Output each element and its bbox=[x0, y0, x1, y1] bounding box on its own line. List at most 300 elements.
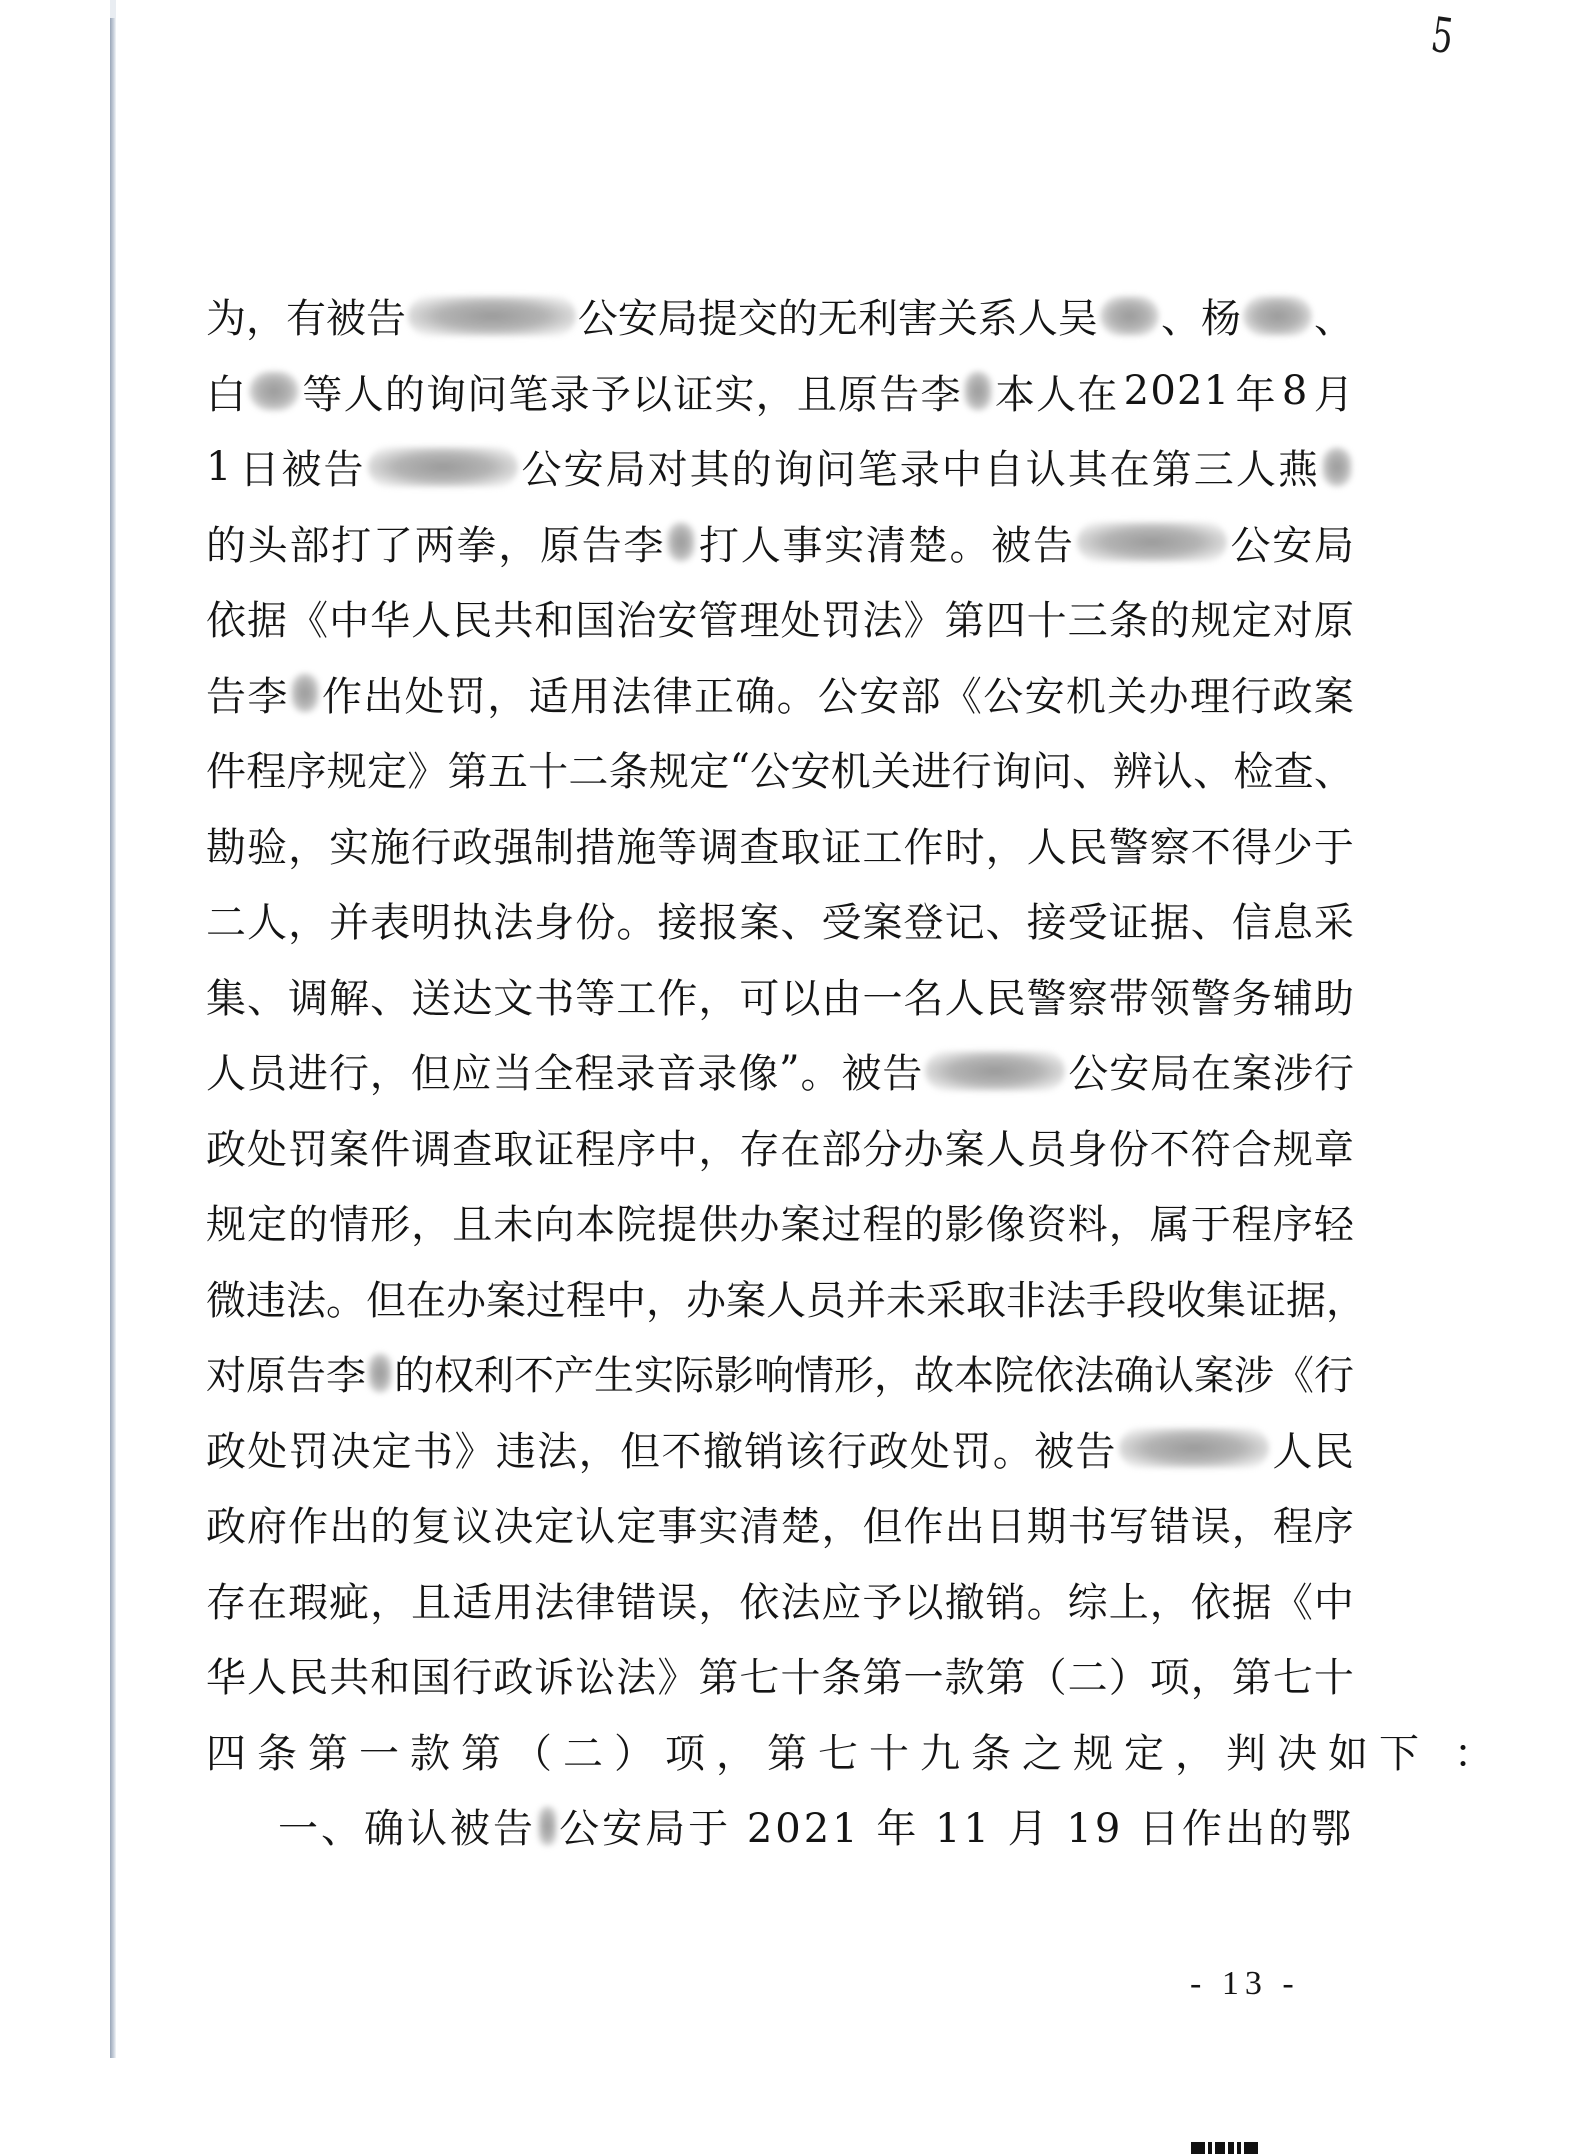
text-char: 作 bbox=[903, 824, 944, 871]
text-char: 勘 bbox=[206, 824, 246, 871]
text-char: 调 bbox=[288, 975, 329, 1022]
text-char: 案 bbox=[862, 900, 903, 947]
text-char: 集 bbox=[1206, 1277, 1246, 1324]
text-char: 人 bbox=[411, 598, 452, 645]
text-char: 在 bbox=[780, 1126, 821, 1173]
text-char: 笔 bbox=[508, 371, 549, 418]
text-char: 告 bbox=[882, 1051, 923, 1098]
redaction-blur bbox=[408, 296, 576, 336]
text-char: 形 bbox=[370, 1202, 411, 1249]
text-char: 据 bbox=[1286, 1277, 1326, 1324]
text-char: 行 bbox=[1314, 1353, 1354, 1400]
redaction-blur bbox=[1322, 447, 1352, 487]
text-char: 人 bbox=[1272, 1428, 1313, 1475]
text-char: 工 bbox=[862, 824, 903, 871]
page-number: - 13 - bbox=[1190, 1965, 1300, 2002]
text-char: 取 bbox=[780, 824, 821, 871]
text-char: 接 bbox=[1026, 900, 1067, 947]
text-char: 认 bbox=[575, 1504, 616, 1551]
text-char: 瑕 bbox=[288, 1579, 329, 1626]
judgment-body-text bbox=[206, 278, 1505, 1864]
text-char: 证 bbox=[821, 824, 862, 871]
text-char: 规 bbox=[648, 749, 689, 796]
text-char: 检 bbox=[1233, 749, 1274, 796]
text-char: 警 bbox=[1190, 975, 1231, 1022]
text-segment: 公安局于 2021 年 11 月 19 日作出的鄂 bbox=[559, 1806, 1354, 1853]
text-char: 8 bbox=[1281, 368, 1308, 415]
text-char: 权 bbox=[434, 1353, 474, 1400]
text-char: 公 bbox=[577, 296, 618, 343]
text-char: 共 bbox=[329, 1655, 370, 1702]
text-char: 第 bbox=[1151, 447, 1192, 494]
text-char: 务 bbox=[1231, 975, 1272, 1022]
text-char: 政 bbox=[206, 1504, 246, 1551]
text-char: 清 bbox=[866, 522, 906, 569]
text-char: 录 bbox=[549, 371, 590, 418]
text-char: 原 bbox=[246, 1353, 286, 1400]
text-char: 定 bbox=[247, 1202, 288, 1249]
text-char: 定 bbox=[367, 749, 408, 796]
text-char: 章 bbox=[1313, 1126, 1354, 1173]
text-char: 行 bbox=[951, 749, 992, 796]
text-char: ” bbox=[779, 1047, 800, 1094]
text-char: 措 bbox=[575, 824, 616, 871]
text-char: 》 bbox=[657, 1655, 698, 1702]
text-char: 。 bbox=[992, 1428, 1033, 1475]
text-char: 且 bbox=[411, 1579, 452, 1626]
text-char: 程 bbox=[1231, 1202, 1272, 1249]
text-char: 处 bbox=[780, 598, 821, 645]
text-char: 上 bbox=[1108, 1579, 1149, 1626]
text-char: 不 bbox=[1149, 1126, 1190, 1173]
text-char: 文 bbox=[493, 975, 534, 1022]
text-char: 件 bbox=[206, 749, 246, 796]
text-char: 撤 bbox=[702, 1428, 743, 1475]
text-char: 政 bbox=[868, 1428, 909, 1475]
text-char: 月 bbox=[1313, 371, 1354, 418]
text-char: 第 bbox=[1231, 1655, 1272, 1702]
text-char: （ bbox=[1026, 1655, 1067, 1702]
text-char: 书 bbox=[534, 975, 575, 1022]
text-char: 有 bbox=[286, 296, 326, 343]
text-char: 法 bbox=[611, 673, 652, 720]
text-char: 了 bbox=[373, 522, 413, 569]
text-char: 录 bbox=[615, 1051, 656, 1098]
text-char: 应 bbox=[451, 1051, 492, 1098]
text-char: 信 bbox=[1231, 900, 1272, 947]
text-char: ， bbox=[288, 900, 329, 947]
text-char: 定 bbox=[689, 749, 730, 796]
text-char: 为 bbox=[206, 296, 246, 343]
text-char: 等 bbox=[657, 824, 698, 871]
text-char: 日 bbox=[239, 447, 280, 494]
text-char: 撤 bbox=[944, 1579, 985, 1626]
text-char: 规 bbox=[326, 749, 367, 796]
redaction-blur bbox=[1119, 1428, 1269, 1468]
text-char: 公 bbox=[1068, 1051, 1109, 1098]
text-char: 的 bbox=[394, 1353, 434, 1400]
text-char: 罚 bbox=[445, 673, 486, 720]
text-char: 轻 bbox=[1313, 1202, 1354, 1249]
text-char: 、 bbox=[1314, 296, 1354, 343]
text-line bbox=[206, 354, 1354, 430]
text-char: 用 bbox=[493, 1579, 534, 1626]
text-char: 报 bbox=[698, 900, 739, 947]
text-char: 案 bbox=[739, 900, 780, 947]
text-char bbox=[1118, 368, 1122, 414]
text-char: 情 bbox=[329, 1202, 370, 1249]
text-char: 达 bbox=[452, 975, 493, 1022]
text-char: 人 bbox=[985, 1126, 1026, 1173]
text-char: 民 bbox=[288, 1655, 329, 1702]
text-char: 形 bbox=[834, 1353, 874, 1400]
text-char: 人 bbox=[766, 1277, 806, 1324]
text-char: 案 bbox=[1194, 1353, 1234, 1400]
text-char: 制 bbox=[534, 824, 575, 871]
text-char: 在 bbox=[1077, 371, 1118, 418]
text-char: 辨 bbox=[1112, 749, 1153, 796]
text-char: 受 bbox=[821, 900, 862, 947]
text-char: 人 bbox=[740, 522, 781, 569]
text-char: 认 bbox=[1025, 447, 1066, 494]
scan-edge-shadow bbox=[110, 18, 116, 2058]
text-char: 依 bbox=[206, 598, 246, 645]
text-char: 办 bbox=[903, 1126, 944, 1173]
text-char: 程 bbox=[575, 1126, 616, 1173]
text-char: 程 bbox=[246, 749, 287, 796]
text-char: 部 bbox=[900, 673, 941, 720]
text-char: 法 bbox=[616, 1655, 657, 1702]
text-char: 办 bbox=[446, 1277, 486, 1324]
redaction-blur bbox=[964, 371, 992, 411]
text-char: 认 bbox=[1154, 1353, 1194, 1400]
text-char: 条 bbox=[821, 1655, 862, 1702]
text-char: 十 bbox=[780, 1655, 821, 1702]
text-char: 处 bbox=[247, 1428, 288, 1475]
text-char: 向 bbox=[534, 1202, 575, 1249]
text-char: 李 bbox=[326, 1353, 366, 1400]
text-char: 产 bbox=[554, 1353, 594, 1400]
text-char: 符 bbox=[1190, 1126, 1231, 1173]
text-char: 四 bbox=[985, 598, 1026, 645]
text-char: 项 bbox=[1149, 1655, 1190, 1702]
text-char: 一 bbox=[903, 1655, 944, 1702]
text-char: 政 bbox=[1272, 673, 1313, 720]
text-char: 府 bbox=[247, 1504, 288, 1551]
text-char: 。 bbox=[326, 1277, 366, 1324]
text-char: ， bbox=[1326, 1277, 1366, 1324]
text-line bbox=[206, 1788, 1354, 1864]
text-char: 的 bbox=[1149, 598, 1190, 645]
text-char: 误 bbox=[657, 1579, 698, 1626]
text-char: 办 bbox=[686, 1277, 726, 1324]
text-char: 共 bbox=[493, 598, 534, 645]
text-char: 违 bbox=[495, 1428, 536, 1475]
text-char: 治 bbox=[616, 598, 657, 645]
text-char: 政 bbox=[452, 824, 493, 871]
text-char: 依 bbox=[1190, 1579, 1231, 1626]
text-line bbox=[206, 278, 1354, 354]
text-char: 辅 bbox=[1272, 975, 1313, 1022]
text-char: 并 bbox=[846, 1277, 886, 1324]
text-char: 实 bbox=[329, 824, 370, 871]
text-char: 机 bbox=[830, 749, 871, 796]
text-char: 第 bbox=[985, 1655, 1026, 1702]
text-char: 际 bbox=[674, 1353, 714, 1400]
text-char: 的 bbox=[731, 447, 772, 494]
text-char: 、 bbox=[1190, 900, 1231, 947]
text-char: ， bbox=[698, 1579, 739, 1626]
text-char: 安 bbox=[1109, 1051, 1150, 1098]
text-char: ， bbox=[1149, 1579, 1190, 1626]
text-char: 。 bbox=[800, 1051, 841, 1098]
text-char: ） bbox=[1108, 1655, 1149, 1702]
text-char: 中 bbox=[657, 1126, 698, 1173]
text-char: 以 bbox=[632, 371, 673, 418]
text-char: 调 bbox=[698, 824, 739, 871]
text-char: 部 bbox=[821, 1126, 862, 1173]
text-char: 工 bbox=[616, 975, 657, 1022]
text-char: 员 bbox=[806, 1277, 846, 1324]
text-char: 。 bbox=[776, 673, 817, 720]
text-char: 告 bbox=[879, 371, 920, 418]
text-char: 安 bbox=[1024, 673, 1065, 720]
text-char: 告 bbox=[366, 296, 406, 343]
text-char: 销 bbox=[985, 1579, 1026, 1626]
text-char: 员 bbox=[246, 1051, 287, 1098]
text-char: 由 bbox=[821, 975, 862, 1022]
text-char: 手 bbox=[1086, 1277, 1126, 1324]
text-char: 序 bbox=[286, 749, 327, 796]
text-char: 用 bbox=[569, 673, 610, 720]
text-char: 接 bbox=[657, 900, 698, 947]
text-char: 资 bbox=[1026, 1202, 1067, 1249]
text-char: 助 bbox=[1313, 975, 1354, 1022]
text-char: 拳 bbox=[456, 522, 497, 569]
text-char: 自 bbox=[983, 447, 1024, 494]
redaction-blur bbox=[925, 1051, 1065, 1091]
text-char: 打 bbox=[699, 522, 739, 569]
qr-code-fragment bbox=[1191, 2142, 1261, 2154]
text-char: 政 bbox=[206, 1428, 246, 1475]
text-char: 2 bbox=[1123, 368, 1150, 415]
text-char: 原 bbox=[1313, 598, 1354, 645]
text-char: 行 bbox=[328, 1051, 369, 1098]
text-char: 记 bbox=[944, 900, 985, 947]
text-char: 案 bbox=[329, 1126, 370, 1173]
text-char: 理 bbox=[1189, 673, 1230, 720]
text-char: 民 bbox=[1067, 824, 1108, 871]
text-char: 关 bbox=[870, 749, 911, 796]
text-char: ， bbox=[698, 1126, 739, 1173]
text-char: 询 bbox=[426, 371, 467, 418]
text-char: ， bbox=[985, 824, 1026, 871]
text-line bbox=[206, 505, 1354, 581]
text-char: 系 bbox=[977, 296, 1018, 343]
text-char: 进 bbox=[911, 749, 952, 796]
text-char: 像 bbox=[985, 1202, 1026, 1249]
text-char: 息 bbox=[1272, 900, 1313, 947]
text-line bbox=[206, 1335, 1354, 1411]
text-char: 本 bbox=[575, 1202, 616, 1249]
text-char: 但 bbox=[410, 1051, 451, 1098]
text-char: 第 bbox=[944, 598, 985, 645]
text-char: 院 bbox=[994, 1353, 1034, 1400]
text-char: 国 bbox=[575, 598, 616, 645]
text-segment: 四条第一款第（二）项，第七十九条之规定，判决如下 ： bbox=[206, 1730, 1505, 1777]
text-char: 罚 bbox=[288, 1126, 329, 1173]
text-char: 定 bbox=[616, 1504, 657, 1551]
text-char: ， bbox=[411, 1202, 452, 1249]
text-char: 不 bbox=[514, 1353, 554, 1400]
text-char: 十 bbox=[528, 749, 569, 796]
text-char: 程 bbox=[574, 1051, 615, 1098]
text-char: 证 bbox=[1108, 900, 1149, 947]
text-char: 罚 bbox=[951, 1428, 992, 1475]
text-char bbox=[1277, 368, 1281, 414]
text-char: ， bbox=[487, 673, 528, 720]
text-char: 对 bbox=[206, 1353, 246, 1400]
text-char: 、 bbox=[1072, 749, 1113, 796]
text-char: 人 bbox=[206, 1051, 246, 1098]
text-char: 二 bbox=[568, 749, 609, 796]
text-char: “ bbox=[729, 745, 750, 792]
text-char: 第 bbox=[862, 1655, 903, 1702]
text-char: 利 bbox=[857, 296, 898, 343]
text-char: 案 bbox=[1313, 673, 1354, 720]
text-char: 人 bbox=[944, 975, 985, 1022]
text-char: 疵 bbox=[329, 1579, 370, 1626]
text-char: 故 bbox=[914, 1353, 954, 1400]
text-char: 0 bbox=[1150, 368, 1176, 415]
text-char: 份 bbox=[575, 900, 616, 947]
text-char: 正 bbox=[693, 673, 734, 720]
text-char: 诉 bbox=[534, 1655, 575, 1702]
text-char: 笔 bbox=[857, 447, 898, 494]
text-char: 安 bbox=[790, 749, 831, 796]
text-line bbox=[206, 656, 1354, 732]
text-char: 》 bbox=[903, 598, 944, 645]
text-char: 行 bbox=[827, 1428, 868, 1475]
text-char: 程 bbox=[862, 1202, 903, 1249]
text-char: 予 bbox=[590, 371, 631, 418]
text-char: 复 bbox=[411, 1504, 452, 1551]
text-char: 不 bbox=[1190, 824, 1231, 871]
text-char: 询 bbox=[991, 749, 1032, 796]
text-segment: 一、确认被告 bbox=[278, 1806, 536, 1853]
text-char: 关 bbox=[937, 296, 978, 343]
text-char: 华 bbox=[370, 598, 411, 645]
text-char: 楚 bbox=[907, 522, 948, 569]
text-char: 《 bbox=[288, 598, 329, 645]
text-char: 公 bbox=[983, 673, 1024, 720]
text-char: 实 bbox=[698, 1504, 739, 1551]
text-char: 法 bbox=[286, 1277, 326, 1324]
text-char: 违 bbox=[246, 1277, 286, 1324]
text-char: 人 bbox=[1235, 447, 1276, 494]
text-char: 程 bbox=[566, 1277, 606, 1324]
text-char: 民 bbox=[1313, 1428, 1354, 1475]
text-line bbox=[206, 1486, 1354, 1562]
text-char: 对 bbox=[647, 447, 688, 494]
text-char: 施 bbox=[370, 824, 411, 871]
text-char: 不 bbox=[661, 1428, 702, 1475]
text-char: 第 bbox=[698, 1655, 739, 1702]
text-char: 中 bbox=[1313, 1579, 1354, 1626]
text-char: 登 bbox=[903, 900, 944, 947]
text-char: 的 bbox=[206, 522, 246, 569]
text-char: 份 bbox=[1108, 1126, 1149, 1173]
text-char: 规 bbox=[206, 1202, 246, 1249]
text-char: 公 bbox=[750, 749, 791, 796]
text-char: 十 bbox=[1313, 1655, 1354, 1702]
text-char: 院 bbox=[616, 1202, 657, 1249]
text-char: 出 bbox=[944, 1504, 985, 1551]
text-char: 等 bbox=[575, 975, 616, 1022]
text-char: 规 bbox=[1190, 598, 1231, 645]
text-char: 取 bbox=[966, 1277, 1006, 1324]
text-char: ， bbox=[288, 824, 329, 871]
redaction-blur bbox=[249, 371, 299, 411]
text-char: 据 bbox=[1149, 900, 1190, 947]
text-char: 法 bbox=[537, 1428, 578, 1475]
text-char: 采 bbox=[1313, 900, 1354, 947]
text-char: 《 bbox=[941, 673, 982, 720]
text-char: 取 bbox=[493, 1126, 534, 1173]
text-char: 应 bbox=[821, 1579, 862, 1626]
text-char: 本 bbox=[994, 371, 1035, 418]
text-char: 集 bbox=[206, 975, 246, 1022]
text-char: 告 bbox=[1033, 522, 1073, 569]
text-char: ， bbox=[874, 1353, 914, 1400]
text-char: 李 bbox=[623, 522, 664, 569]
text-char: 的 bbox=[288, 1202, 329, 1249]
text-char: 公 bbox=[1230, 522, 1271, 569]
text-char: 录 bbox=[899, 447, 940, 494]
text-char: 供 bbox=[698, 1202, 739, 1249]
text-char: 国 bbox=[411, 1655, 452, 1702]
text-char: 在 bbox=[1191, 1051, 1232, 1098]
text-char: 公 bbox=[817, 673, 858, 720]
text-char: 出 bbox=[363, 673, 404, 720]
text-char bbox=[233, 444, 237, 490]
text-char: 查 bbox=[739, 824, 780, 871]
text-char: 五 bbox=[487, 749, 528, 796]
text-char: 过 bbox=[821, 1202, 862, 1249]
text-char: 、 bbox=[1313, 749, 1354, 796]
text-char: 办 bbox=[739, 1202, 780, 1249]
text-char: 条 bbox=[1108, 598, 1149, 645]
text-char: 定 bbox=[371, 1428, 412, 1475]
text-char bbox=[1309, 368, 1313, 414]
text-char: 但 bbox=[366, 1277, 406, 1324]
text-char: 程 bbox=[1272, 1504, 1313, 1551]
text-char: 涉 bbox=[1272, 1051, 1313, 1098]
text-char: 实 bbox=[824, 522, 865, 569]
text-char: 利 bbox=[474, 1353, 514, 1400]
text-char: 序 bbox=[1272, 1202, 1313, 1249]
text-char: 证 bbox=[673, 371, 714, 418]
text-char: 中 bbox=[606, 1277, 646, 1324]
text-char: 1 bbox=[206, 443, 232, 490]
text-char: 被 bbox=[326, 296, 366, 343]
text-char: 于 bbox=[1313, 824, 1354, 871]
text-char: 影 bbox=[714, 1353, 754, 1400]
redaction-blur bbox=[1100, 296, 1159, 336]
text-char: 管 bbox=[698, 598, 739, 645]
text-char: 书 bbox=[1067, 1504, 1108, 1551]
redaction-blur bbox=[1243, 296, 1312, 336]
